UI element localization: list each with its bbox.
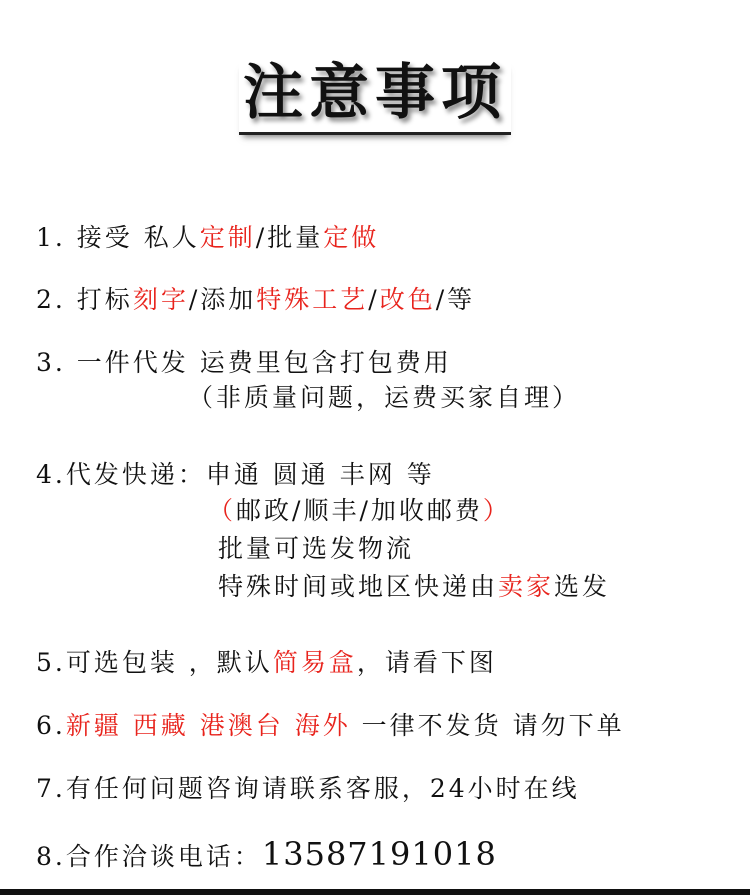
title-wrap xyxy=(0,60,750,135)
notice-item-7 xyxy=(36,773,580,805)
notice-item-4 xyxy=(36,459,435,491)
highlight-text: （ xyxy=(208,496,237,525)
highlight-text: 新疆 西藏 港澳台 海外 xyxy=(65,711,351,740)
notice-text: 批量可选发物流 xyxy=(218,534,415,563)
notice-text: 5.可选包装 ，默认 xyxy=(36,648,273,677)
notice-item-6 xyxy=(36,710,625,742)
highlight-text: 定制 xyxy=(199,223,256,252)
notice-item-4-note-1 xyxy=(208,495,511,527)
notice-text: /等 xyxy=(435,285,476,314)
notice-text: 2. 打标 xyxy=(36,285,133,314)
notice-text: 4.代发快递：申通 圆通 丰网 等 xyxy=(36,460,435,489)
page-title: 注意事项 xyxy=(239,60,511,135)
notice-item-4-note-2 xyxy=(218,533,414,565)
highlight-text: ） xyxy=(482,496,511,525)
notice-item-5 xyxy=(36,647,497,679)
notice-item-4-note-3 xyxy=(218,571,610,603)
notice-text: 3. 一件代发 运费里包含打包费用 xyxy=(36,348,452,377)
notice-text: （非质量问题，运费买家自理） xyxy=(188,383,581,412)
notice-item-8 xyxy=(36,835,497,873)
notice-text: /批量 xyxy=(255,223,324,252)
phone-number: 13587191018 xyxy=(261,835,497,873)
highlight-text: 特殊工艺 xyxy=(256,285,369,314)
highlight-text: 刻字 xyxy=(132,285,189,314)
notice-item-2 xyxy=(36,284,475,316)
notice-text: 8.合作洽谈电话： xyxy=(36,842,262,871)
highlight-text: 简易盒 xyxy=(272,648,357,677)
notice-item-3-note xyxy=(188,382,580,414)
notice-text: 邮政/顺丰/加收邮费 xyxy=(236,496,483,525)
notice-text: 1. 接受 私人 xyxy=(36,223,200,252)
highlight-text: 卖家 xyxy=(498,572,555,601)
highlight-text: 定做 xyxy=(323,223,380,252)
notice-text: / xyxy=(368,285,380,314)
notice-text: /添加 xyxy=(188,285,257,314)
notice-text: 6. xyxy=(36,711,66,740)
notice-text: 选发 xyxy=(554,572,611,601)
notice-item-1 xyxy=(36,222,379,254)
notice-text: ，请看下图 xyxy=(356,648,497,677)
notice-item-3 xyxy=(36,347,452,379)
notice-text: 特殊时间或地区快递由 xyxy=(218,572,499,601)
highlight-text: 改色 xyxy=(379,285,436,314)
notice-text: 一律不发货 请勿下单 xyxy=(350,711,625,740)
notice-text: 7.有任何问题咨询请联系客服，24小时在线 xyxy=(36,774,580,803)
bottom-divider xyxy=(0,889,750,895)
